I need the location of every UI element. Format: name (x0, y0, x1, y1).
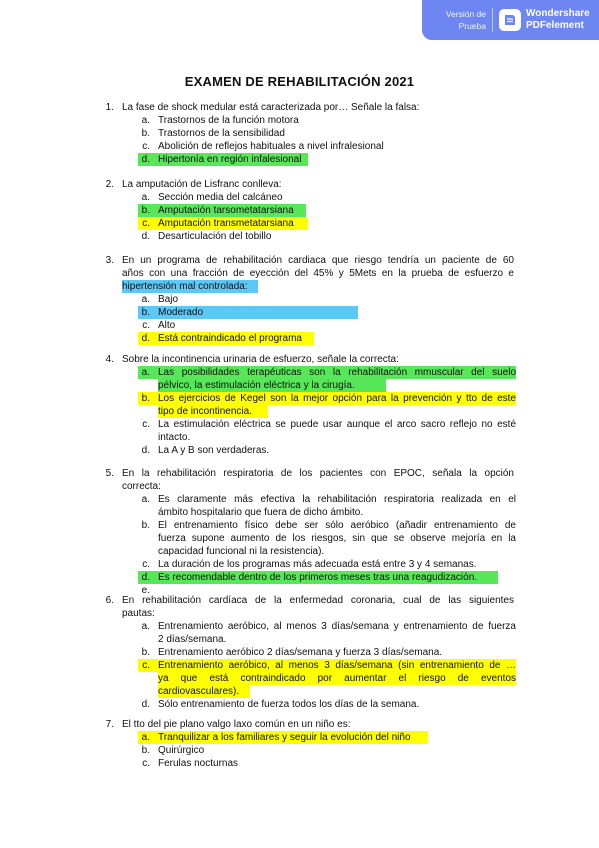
question-stem-line: La fase de shock medular está caracterizada por… Señale la falsa: (122, 102, 420, 113)
option-text-line: Tranquilizar a los familiares y seguir la evolución del niño (158, 732, 411, 743)
option-text-line: Está contraindicado el programa (158, 333, 302, 344)
option-marker: b. (141, 205, 150, 216)
question-stem-line: correcta: (122, 481, 161, 492)
option-marker: a. (141, 294, 150, 305)
option-text-line: La A y B son verdaderas. (158, 445, 270, 456)
option-text-line: El entrenamiento físico debe ser sólo aeróbico (añadir entrenamiento de (158, 520, 516, 531)
option-text-line: Los ejercicios de Kegel son la mejor opción para la prevención y tto de este (158, 393, 516, 404)
option-marker: c. (142, 218, 150, 229)
option-text-line: tipo de incontinencia. (158, 406, 252, 417)
option-marker: b. (141, 745, 150, 756)
option-marker: c. (142, 320, 150, 331)
question-stem-line: En la rehabilitación respiratoria de los pacientes con EPOC, señala la opción (122, 468, 514, 479)
option-text-line: Abolición de reflejos habituales a nivel infralesional (158, 141, 384, 152)
option-marker: d. (141, 699, 150, 710)
option-text-line: intacto. (158, 432, 191, 443)
option-text-line: La estimulación eléctrica se puede usar aunque el arco sacro reflejo no esté (158, 419, 516, 430)
question-stem-line: El tto del pie plano valgo laxo común en un niño es: (122, 719, 351, 730)
option-marker: c. (142, 419, 150, 430)
option-text-line: Las posibilidades terapéuticas son la rehabilitación mmuscular del suelo (158, 367, 516, 378)
option-marker: a. (141, 732, 150, 743)
option-text-line: Entrenamiento aeróbico 2 días/semana y fuerza 3 días/semana. (158, 647, 443, 658)
option-text-line: Moderado (158, 307, 204, 318)
page-title: EXAMEN DE REHABILITACIÓN 2021 (184, 74, 415, 89)
option-marker: a. (141, 115, 150, 126)
option-marker: c. (142, 758, 150, 769)
trial-version-line2: Prueba (458, 21, 486, 31)
option-marker: a. (141, 621, 150, 632)
option-marker: b. (141, 520, 150, 531)
option-text-line: Sección media del calcáneo (158, 192, 283, 203)
option-text-line: Quirúrgico (158, 745, 205, 756)
question-stem-line: años con una fracción de eyección del 45% y 5Mets en la prueba de esfuerzo e (122, 268, 514, 279)
option-text-line: capacidad funcional ni la resistencia). (158, 546, 325, 557)
question-number: 4. (105, 354, 114, 365)
question-stem-line: La amputación de Lisfranc conlleva: (122, 179, 282, 190)
option-marker: c. (142, 141, 150, 152)
option-text-line: Amputación tarsometatarsiana (158, 205, 294, 216)
question-stem-line: pautas: (122, 608, 155, 619)
option-text-line: Es recomendable dentro de los primeros meses tras una reagudización. (158, 572, 478, 583)
question-stem-line: Sobre la incontinencia urinaria de esfuerzo, señale la correcta: (122, 354, 399, 365)
option-text-line: Hipertonía en región infalesional (158, 154, 302, 165)
option-marker: a. (141, 494, 150, 505)
option-text-line: 2 días/semana. (158, 634, 227, 645)
option-marker: d. (141, 333, 150, 344)
option-text-line: Ferulas nocturnas (158, 758, 239, 769)
option-text-line: Sólo entrenamiento de fuerza todos los días de la semana. (158, 699, 420, 710)
question-number: 3. (105, 255, 114, 266)
option-marker: d. (141, 572, 150, 583)
question-number: 5. (105, 468, 114, 479)
option-text-line: ámbito hospitalario que fuera de dicho ámbito. (158, 507, 364, 518)
option-text-line: cardiovasculares). (158, 686, 240, 697)
option-text-line: Entrenamiento aeróbico, al menos 3 días/semana (sin entrenamiento de … (158, 660, 516, 671)
question-stem-line: En rehabilitación cardíaca de la enfermedad coronaria, cual de las siguientes (122, 595, 514, 606)
option-marker: d. (141, 445, 150, 456)
option-marker: b. (141, 393, 150, 404)
option-marker: b. (141, 128, 150, 139)
option-text-line: Bajo (158, 294, 179, 305)
question-number: 1. (105, 102, 114, 113)
option-marker: e. (141, 585, 150, 596)
product-name-line1: Wondershare (526, 8, 590, 19)
option-text-line: La duración de los programas más adecuada está entre 3 y 4 semanas. (158, 559, 477, 570)
option-marker: d. (141, 231, 150, 242)
option-marker: c. (142, 660, 150, 671)
option-text-line: Es claramente más efectiva la rehabilitación respiratoria realizada en el (158, 494, 516, 505)
option-marker: c. (142, 559, 150, 570)
product-name-line2: PDFelement (526, 20, 584, 31)
option-marker: b. (141, 647, 150, 658)
option-text-line: pélvico, la estimulación eléctrica y la cirugía. (158, 380, 355, 391)
question-number: 2. (105, 179, 114, 190)
option-text-line: ya que está contraindicado por aumentar el riesgo de eventos (158, 673, 516, 684)
option-marker: a. (141, 192, 150, 203)
option-text-line: Trastornos de la sensibilidad (158, 128, 285, 139)
option-text-line: Entrenamiento aeróbico, al menos 3 días/semana y entrenamiento de fuerza (158, 621, 516, 632)
question-stem-line: En un programa de rehabilitación cardiaca que riesgo tendría un paciente de 60 (122, 255, 514, 266)
option-text-line: Alto (158, 320, 176, 331)
option-text-line: Amputación transmetatarsiana (158, 218, 294, 229)
trial-version-line1: Versión de (445, 9, 486, 19)
option-marker: b. (141, 307, 150, 318)
option-marker: d. (141, 154, 150, 165)
option-text-line: fuerza supone aumento de los riesgos, sin que se observe mejoría en la (158, 533, 516, 544)
option-text-line: Trastornos de la función motora (158, 115, 299, 126)
question-number: 6. (105, 595, 114, 606)
option-text-line: Desarticulación del tobillo (158, 231, 272, 242)
option-marker: a. (141, 367, 150, 378)
question-stem-line: hipertensión mal controlada: (122, 281, 248, 292)
question-number: 7. (105, 719, 114, 730)
